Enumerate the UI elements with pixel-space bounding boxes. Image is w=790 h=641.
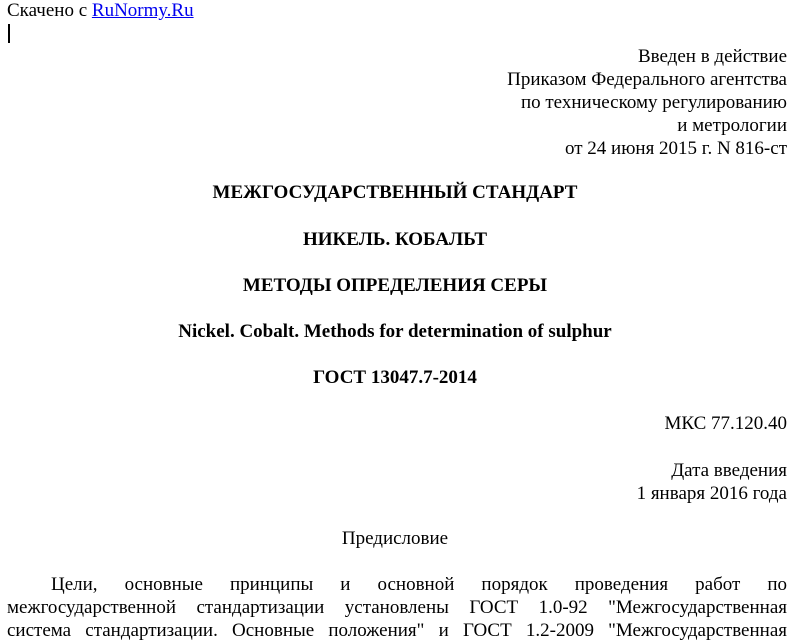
paragraph-line: Цели, основные принципы и основной порядок проведения работ по (51, 574, 787, 595)
source-line (7, 0, 194, 22)
english-title: Nickel. Cobalt. Methods for determination of sulphur (178, 321, 612, 342)
enactment-line: от 24 июня 2015 г. N 816-ст (564, 138, 787, 159)
enactment-line: Приказом Федерального агентства (507, 69, 787, 90)
source-prefix: Скачено с (7, 0, 88, 21)
gost-designation: ГОСТ 13047.7-2014 (313, 367, 477, 388)
text-cursor (8, 24, 10, 43)
paragraph-line: межгосударственной стандартизации установлены ГОСТ 1.0-92 "Межгосударственная (7, 597, 787, 618)
enactment-block (507, 45, 787, 160)
introduction-date-value: 1 января 2016 года (636, 483, 787, 504)
document-subtitle: МЕТОДЫ ОПРЕДЕЛЕНИЯ СЕРЫ (242, 275, 548, 296)
enactment-line: Введен в действие (637, 46, 787, 67)
mks-code: МКС 77.120.40 (664, 413, 787, 434)
document-title: НИКЕЛЬ. КОБАЛЬТ (302, 229, 488, 250)
standard-type-heading: МЕЖГОСУДАРСТВЕННЫЙ СТАНДАРТ (212, 182, 578, 203)
introduction-date-label: Дата введения (671, 460, 787, 481)
foreword-paragraph (7, 573, 787, 641)
enactment-line: и метрологии (677, 115, 787, 136)
paragraph-line: система стандартизации. Основные положения" и ГОСТ 1.2-2009 "Межгосударственная (7, 620, 787, 641)
enactment-line: по техническому регулированию (520, 92, 787, 113)
source-link[interactable]: RuNormy.Ru (91, 0, 194, 21)
foreword-title: Предисловие (341, 528, 449, 549)
